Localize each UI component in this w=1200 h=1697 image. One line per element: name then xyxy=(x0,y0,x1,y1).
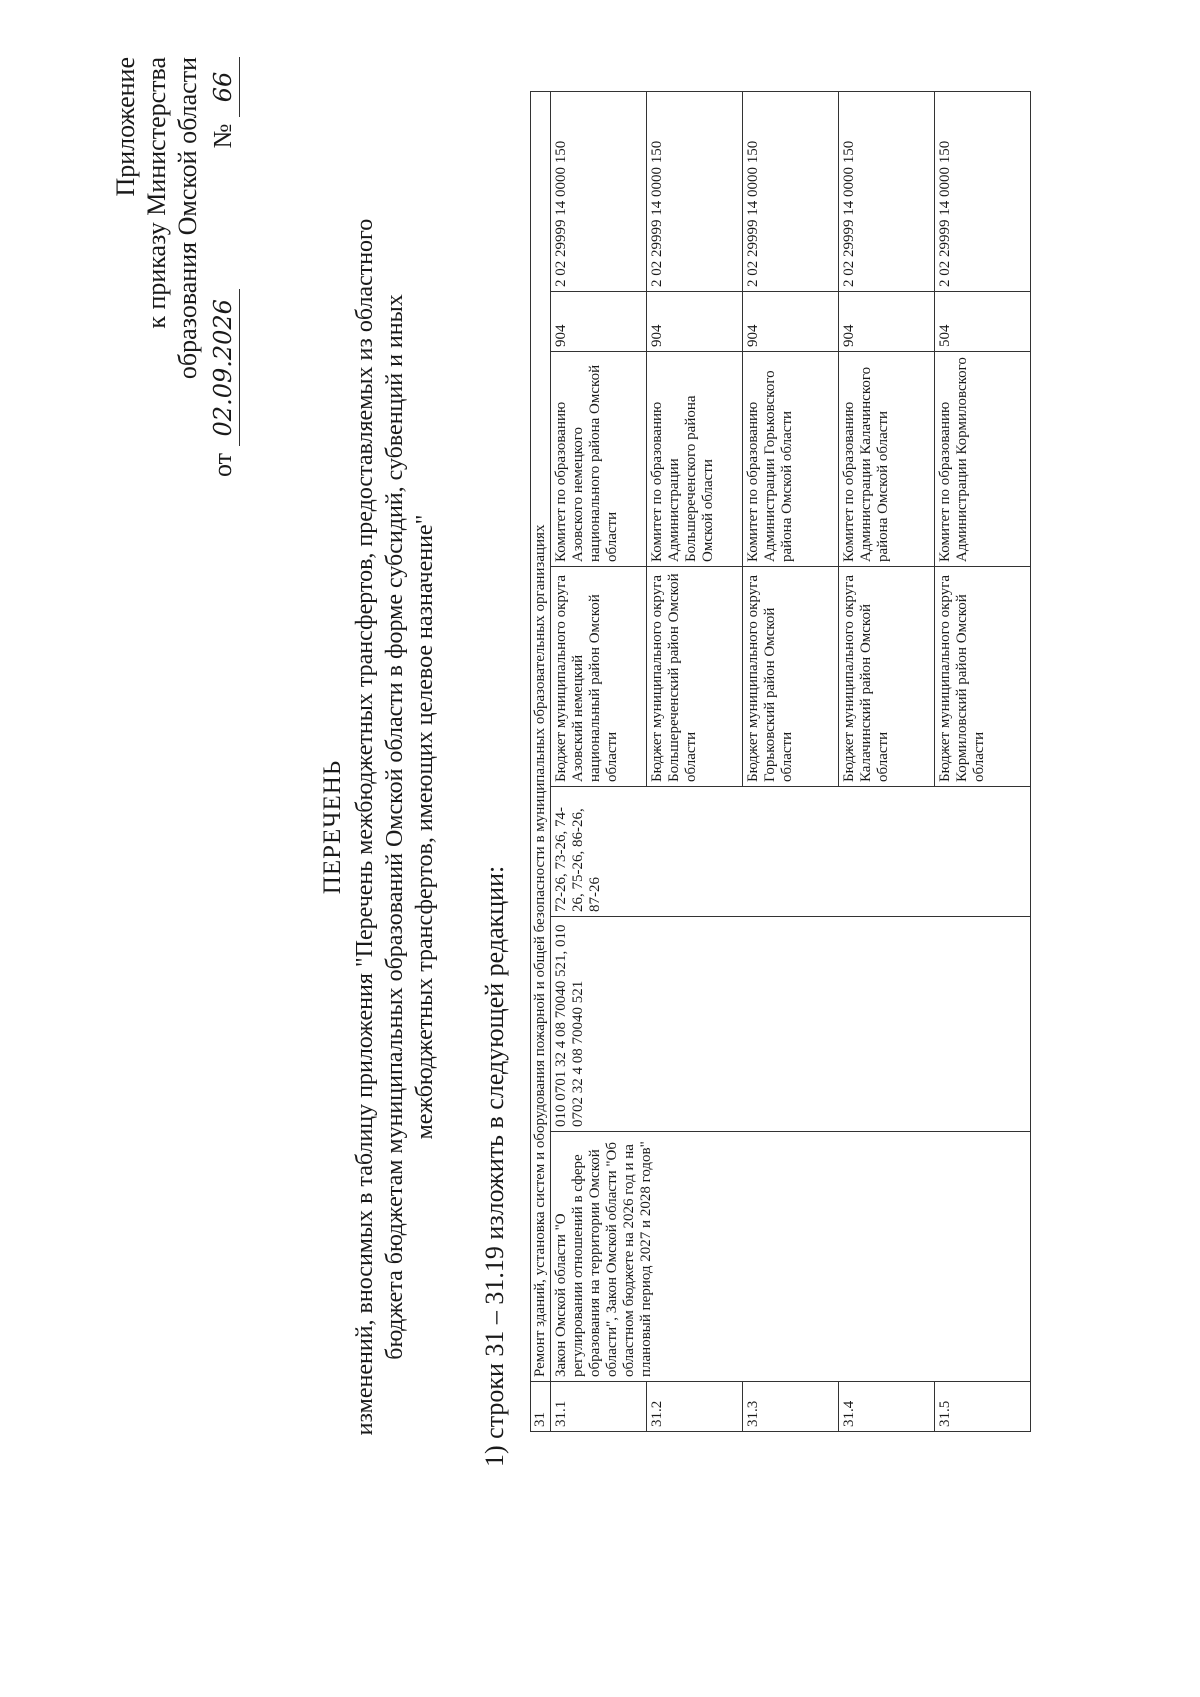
row-number: 31.1 xyxy=(551,1382,647,1432)
row-number: 31.2 xyxy=(647,1382,743,1432)
table-row xyxy=(551,91,647,1431)
administrator: Комитет по образованию Администрации Большереченского района Омской области xyxy=(647,352,743,567)
income-code: 2 02 29999 14 0000 150 xyxy=(839,91,935,291)
title-line-1: изменений, вносимых в таблицу приложения "Перечень межбюджетных трансфертов, предоставляемых из областного xyxy=(352,218,378,1436)
legal-basis: Закон Омской области "О регулировании отношений в сфере образования на территории Омской области", Закон Омской области "Об областном бюджете на 2026 год и на плановый период 2027 и 2028 годов" xyxy=(551,1132,1031,1382)
row-number: 31.5 xyxy=(935,1382,1031,1432)
title-line-3: межбюджетных трансфертов, имеющих целевое назначение" xyxy=(412,514,438,1140)
program-codes: 72-26, 73-26, 74-26, 75-26, 86-26, 87-26 xyxy=(551,787,1031,917)
income-code: 2 02 29999 14 0000 150 xyxy=(551,91,647,291)
recipient-budget: Бюджет муниципального округа Большереченский район Омской области xyxy=(647,567,743,787)
row-number: 31.3 xyxy=(743,1382,839,1432)
administrator: Комитет по образованию Администрации Калачинского района Омской области xyxy=(839,352,935,567)
appendix-date-number xyxy=(207,57,240,477)
admin-code: 504 xyxy=(935,292,1031,352)
handwritten-date: 02.09.2026 xyxy=(208,289,240,446)
title-line-2: бюджета бюджетам муниципальных образований Омской области в форме субсидий, субвенций и иных xyxy=(382,294,408,1360)
income-code: 2 02 29999 14 0000 150 xyxy=(935,91,1031,291)
appendix-ministry: образования Омской области xyxy=(173,57,202,380)
admin-code: 904 xyxy=(551,292,647,352)
number-field: № 66 xyxy=(207,57,240,148)
appendix-order-ref: к приказу Министерства xyxy=(142,57,171,329)
row-number: 31.4 xyxy=(839,1382,935,1432)
administrator: Комитет по образованию Администрации Горьковского района Омской области xyxy=(743,352,839,567)
recipient-budget: Бюджет муниципального округа Горьковский район Омской области xyxy=(743,567,839,787)
recipient-budget: Бюджет муниципального округа Калачинский район Омской области xyxy=(839,567,935,787)
recipient-budget: Бюджет муниципального округа Азовский немецкий национальный район Омской области xyxy=(551,567,647,787)
transfers-table xyxy=(530,91,1031,1432)
administrator: Комитет по образованию Администрации Кормиловского xyxy=(935,352,1031,567)
group-row xyxy=(531,91,551,1431)
handwritten-number: 66 xyxy=(208,57,240,117)
appendix-header xyxy=(110,57,240,477)
group-description: Ремонт зданий, установка систем и оборудования пожарной и общей безопасности в муниципальных образовательных организациях xyxy=(531,91,551,1381)
income-code: 2 02 29999 14 0000 150 xyxy=(743,91,839,291)
income-code: 2 02 29999 14 0000 150 xyxy=(647,91,743,291)
admin-code: 904 xyxy=(647,292,743,352)
document-title xyxy=(318,97,440,1557)
date-prefix: от 02.09.2026 xyxy=(207,289,240,477)
instruction-text: 1) строки 31 – 31.19 изложить в следующей редакции: xyxy=(480,865,509,1467)
title-heading: ПЕРЕЧЕНЬ xyxy=(319,759,346,895)
group-number: 31 xyxy=(531,1382,551,1432)
admin-code: 904 xyxy=(839,292,935,352)
admin-code: 904 xyxy=(743,292,839,352)
budget-classifiers: 010 0701 32 4 08 70040 521, 010 0702 32 4 08 70040 521 xyxy=(551,917,1031,1132)
administrator: Комитет по образованию Азовского немецкого национального района Омской области xyxy=(551,352,647,567)
recipient-budget: Бюджет муниципального округа Кормиловский район Омской области xyxy=(935,567,1031,787)
appendix-title: Приложение xyxy=(111,57,140,197)
